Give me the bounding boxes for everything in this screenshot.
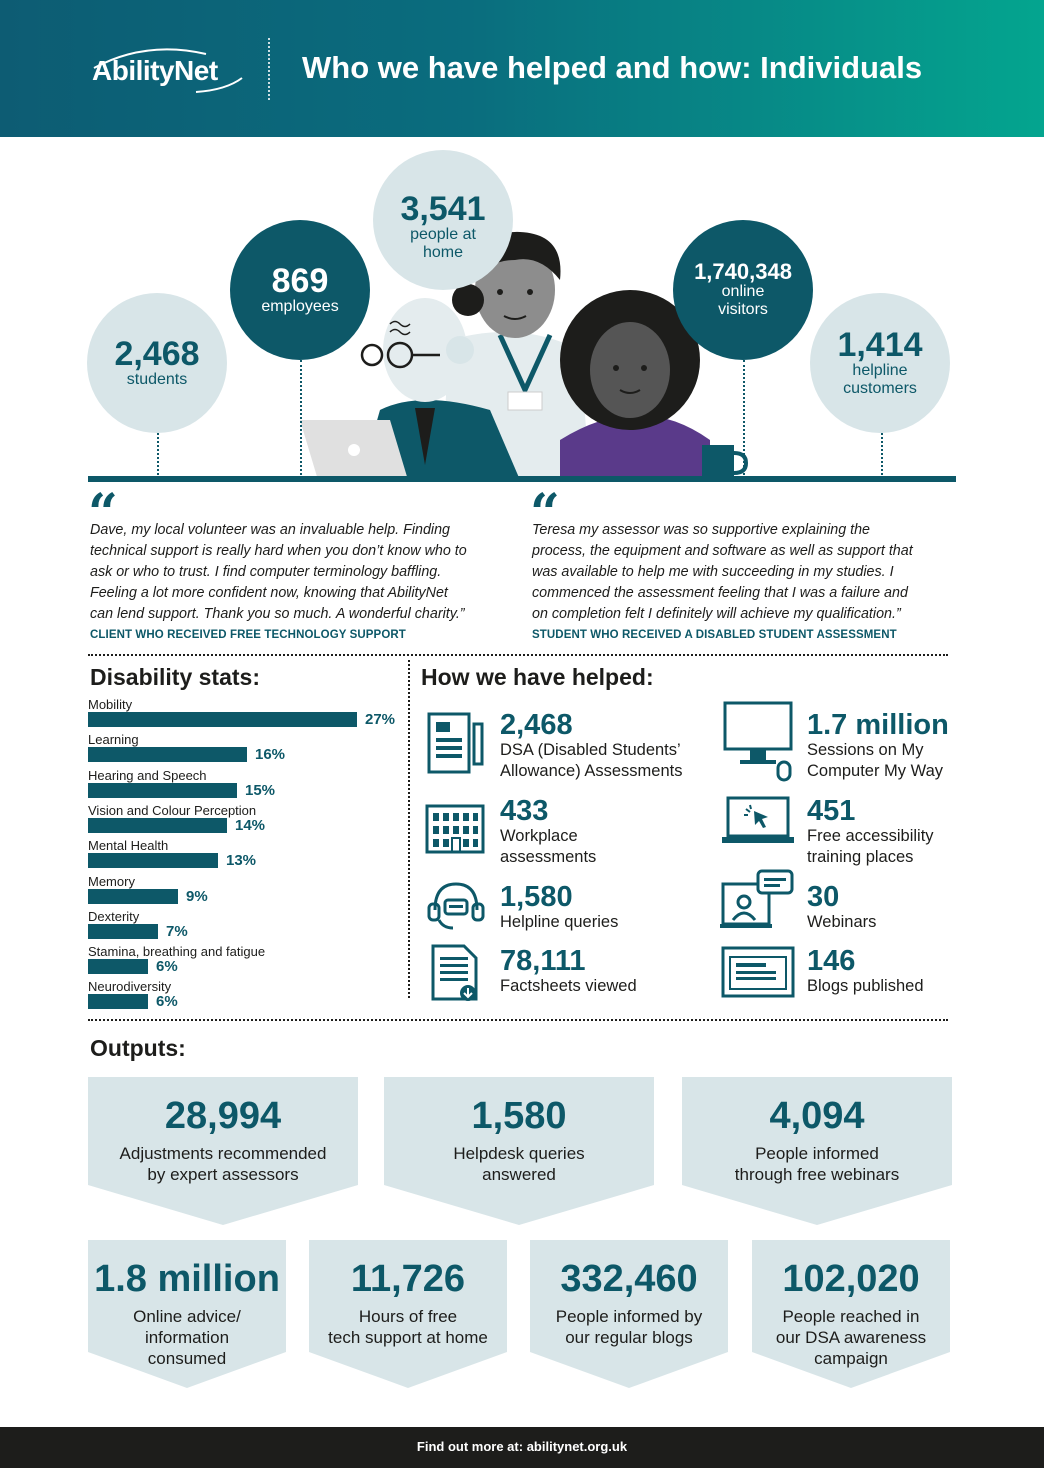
- helped-label: Blogs published: [807, 977, 924, 995]
- stat-label: Mobility: [88, 697, 133, 712]
- stat-bar: [88, 853, 218, 868]
- helped-label: Free accessibility training places: [807, 827, 934, 866]
- stat-circle-helpline: 1,414 helpline customers: [810, 293, 950, 433]
- webinar-icon: [720, 868, 796, 930]
- stat-label: Hearing and Speech: [88, 767, 207, 783]
- stat-percent: 15%: [245, 781, 276, 799]
- page-footer: [0, 1427, 1044, 1468]
- circle-connector: [157, 430, 159, 475]
- stat-circle-home: 3,541 people at home: [373, 150, 513, 290]
- stat-label: Mental Health: [88, 838, 169, 854]
- quote-text: Teresa my assessor was so supportive explaining the process, the equipment and software as well as support that was available to help me with succeeding in my studies. I commenced the assessment feeling that I was a failure and on completion felt I definitely will achieve my qualification.”: [532, 522, 913, 622]
- stat-percent: 7%: [166, 922, 188, 940]
- helped-value: 433: [500, 795, 549, 827]
- output-card: 4,094 People informed through free webinars: [734, 1095, 900, 1184]
- factsheet-download-icon: [430, 943, 482, 1003]
- quote-mark-icon: “: [530, 483, 560, 544]
- outputs-title: Outputs:: [90, 1035, 186, 1061]
- stat-bar: [88, 959, 148, 974]
- helped-value: 30: [807, 881, 840, 913]
- stat-bar: [88, 818, 227, 833]
- helped-label: Sessions on My Computer My Way: [807, 741, 943, 780]
- helped-label: Workplace assessments: [500, 827, 597, 866]
- stat-percent: 13%: [226, 852, 257, 870]
- output-card: 102,020 People reached in our DSA awareness campaign: [775, 1258, 927, 1368]
- quote-mark-icon: “: [88, 483, 118, 544]
- output-card: 1.8 million Online advice/ information consumed: [94, 1258, 280, 1368]
- helped-value: 1.7 million: [807, 709, 949, 741]
- stat-circle-employees: 869 employees: [230, 220, 370, 360]
- helped-value: 2,468: [500, 709, 573, 741]
- footer-prefix: Find out more at:: [416, 1439, 527, 1454]
- stat-label: Vision and Colour Perception: [88, 802, 257, 818]
- helped-label: Factsheets viewed: [500, 977, 637, 995]
- quote-source: STUDENT WHO RECEIVED A DISABLED STUDENT ASSESSMENT: [532, 629, 897, 641]
- helped-value: 78,111: [500, 945, 586, 977]
- helped-title: How we have helped:: [421, 664, 654, 690]
- stat-bar: [88, 889, 178, 904]
- stat-percent: 6%: [156, 958, 178, 976]
- stat-percent: 6%: [156, 993, 178, 1011]
- stat-bar: [88, 994, 148, 1009]
- section-divider-vertical: [408, 660, 410, 998]
- stat-label: Learning: [88, 732, 139, 748]
- stat-label: Memory: [88, 873, 135, 889]
- helped-value: 451: [807, 795, 856, 827]
- stat-bar: [88, 924, 158, 939]
- stat-percent: 27%: [365, 711, 396, 728]
- page-title: Who we have helped and how: Individuals: [302, 50, 923, 85]
- stat-bar: [88, 783, 237, 798]
- circle-connector: [300, 360, 302, 475]
- section-divider: [88, 1019, 948, 1021]
- illustration-baseline: [88, 476, 956, 482]
- abilitynet-logo[interactable]: AbilityNet: [92, 55, 218, 86]
- stat-label: Stamina, breathing and fatigue: [88, 944, 266, 960]
- quote-source: CLIENT WHO RECEIVED FREE TECHNOLOGY SUPPORT: [90, 629, 406, 641]
- laptop-cursor-icon: [720, 795, 796, 847]
- helped-label: DSA (Disabled Students’ Allowance) Assessments: [500, 741, 683, 780]
- helped-value: 1,580: [500, 881, 573, 913]
- helped-label: Helpline queries: [500, 913, 619, 931]
- circle-connector: [881, 430, 883, 475]
- stat-label: Neurodiversity: [88, 979, 172, 995]
- output-card: 332,460 People informed by our regular blogs: [555, 1258, 703, 1347]
- stat-bar: [88, 712, 357, 727]
- helped-value: 146: [807, 945, 856, 977]
- stat-circle-students: 2,468 students: [87, 293, 227, 433]
- headset-icon: [425, 880, 487, 932]
- office-building-icon: [424, 800, 486, 856]
- page-header: [0, 0, 1044, 137]
- output-card: 1,580 Helpdesk queries answered: [453, 1095, 585, 1184]
- stat-percent: 9%: [186, 887, 208, 905]
- output-card: 28,994 Adjustments recommended by expert assessors: [119, 1095, 327, 1184]
- stat-percent: 16%: [255, 746, 286, 764]
- stat-circle-online-visitors: 1,740,348 online visitors: [673, 220, 813, 360]
- monitor-mouse-icon: [722, 700, 796, 782]
- footer-link[interactable]: abilitynet.org.uk: [526, 1439, 628, 1454]
- disability-stats-title: Disability stats:: [90, 664, 260, 690]
- section-divider: [88, 654, 948, 656]
- output-card: 11,726 Hours of free tech support at home: [328, 1258, 488, 1347]
- stat-label: Dexterity: [88, 908, 140, 924]
- document-form-icon: [426, 710, 488, 776]
- helped-label: Webinars: [807, 913, 877, 931]
- circle-connector: [743, 360, 745, 475]
- quote-text: Dave, my local volunteer was an invaluable help. Finding technical support is really hard when you don’t know who to ask or who to trust. I find computer terminology baffling. Feeling a lot more confident now, knowing that AbilityNet can lend support. Thank you so much. A wonderful charity.”: [90, 522, 467, 622]
- header-divider: [268, 38, 270, 100]
- stat-bar: [88, 747, 247, 762]
- stat-percent: 14%: [235, 816, 266, 834]
- blog-window-icon: [720, 945, 796, 1001]
